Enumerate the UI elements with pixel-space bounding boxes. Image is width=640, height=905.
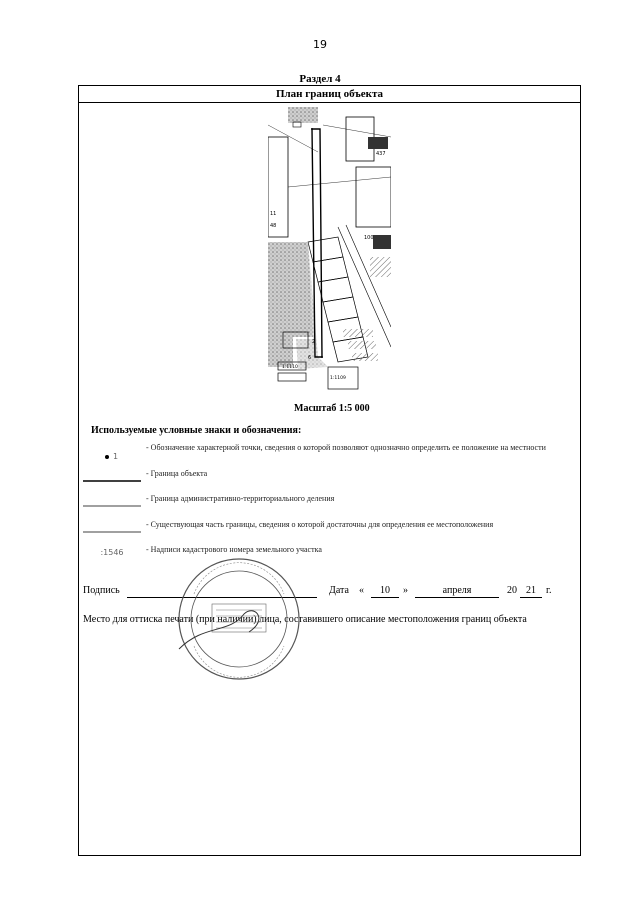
section-title: Раздел 4 [299,73,341,85]
year-prefix: 20 [507,585,517,596]
map-label: 100 [364,235,374,241]
map-label: 6 [308,355,312,361]
date-label: Дата [329,585,349,596]
stamp-note: Место для оттиска печати (при наличии) лица, составившего описание местоположения границ объекта [83,614,527,625]
map-label: 1:1109 [330,376,346,381]
year-unit: г. [546,585,552,596]
map-scale: Масштаб 1:5 000 [294,403,370,414]
map-label: 2 [312,339,316,345]
date-year-field[interactable]: 21 [520,585,542,598]
point-icon [83,449,141,463]
plan-frame: План границ объекта 437 100 48 11 2 6 1:1110 1:1109 Масштаб 1:5 000 Используемые условные знаки и обозначения: 1 - Обозначение характерной точки, сведения о которой позволяют однозначно определить ее положение на местности - Граница объекта - Граница административно-территориального деления - Существующая часть границы, сведения о которой достаточны для определения ее местоположения :1546 - Надписи кадастрового номера земельного участка Подпись Дата « 10 » апреля 20 21 г. Место для оттиска печати (при наличии) лица, составившего описание местоположения границ объекта [78,85,581,856]
admin-boundary-icon [83,494,141,508]
round-seal-icon [174,554,304,684]
page-number: 19 [313,38,327,51]
object-boundary-icon [83,469,141,483]
map-label: 1:1110 [282,365,298,370]
signature-label: Подпись [83,585,120,596]
open-quote: « [359,585,364,596]
date-month-field[interactable]: апреля [415,585,499,598]
map-label: 48 [270,223,277,229]
close-quote: » [403,585,408,596]
svg-text:1: 1 [113,452,119,461]
legend-title: Используемые условные знаки и обозначения: [91,425,302,436]
map-label: 437 [376,151,386,157]
date-day-field[interactable]: 10 [371,585,399,598]
plan-title: План границ объекта [79,86,580,103]
existing-boundary-icon [83,520,141,534]
cadastral-label-icon: :1546 [100,548,124,557]
map-area [288,107,318,123]
map-label: 11 [270,211,277,217]
boundary-map [268,107,391,398]
